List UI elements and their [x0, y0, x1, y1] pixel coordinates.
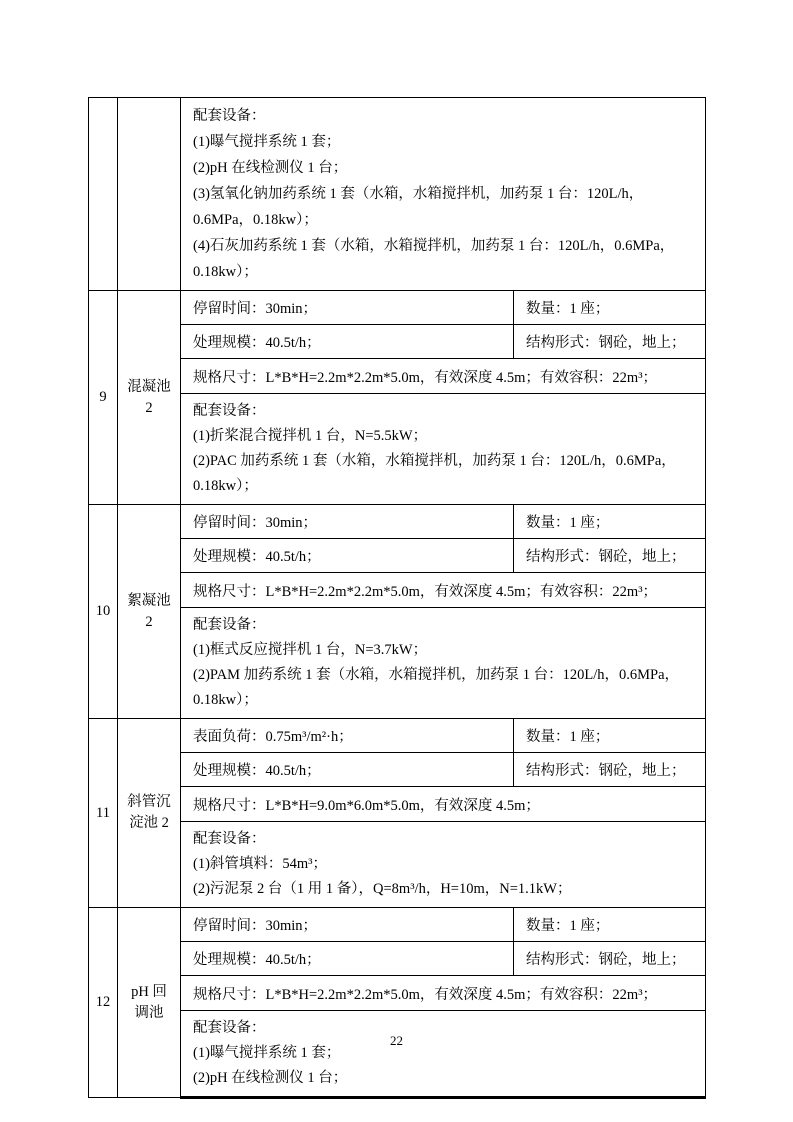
table-row	[89, 787, 706, 822]
table-row	[89, 291, 706, 325]
table-row	[89, 394, 706, 505]
param-cell: 停留时间：30min；	[181, 291, 514, 325]
param-cell: 处理规模：40.5t/h；	[181, 539, 514, 573]
dimensions-cell: 规格尺寸：L*B*H=2.2m*2.2m*5.0m，有效深度 4.5m；有效容积：22m³；	[181, 359, 706, 394]
pool-name-cell: 混凝池 2	[118, 291, 181, 505]
equipment-line: (2)PAM 加药系统 1 套（水箱，水箱搅拌机，加药泵 1 台：120L/h，0.6MPa，0.18kw）；	[193, 667, 680, 708]
dimensions-cell: 规格尺寸：L*B*H=2.2m*2.2m*5.0m，有效深度 4.5m；有效容积：22m³；	[181, 573, 706, 608]
equipment-line: (2)污泥泵 2 台（1 用 1 备），Q=8m³/h，H=10m，N=1.1kW；	[193, 881, 572, 897]
table-row	[89, 908, 706, 942]
table-row	[89, 753, 706, 787]
equipment-spec-table	[88, 97, 706, 1099]
pool-name-cell: pH 回调池	[118, 908, 181, 1098]
param-cell: 表面负荷：0.75m³/m²·h；	[181, 719, 514, 753]
row-number-cell-empty	[89, 98, 118, 291]
table-row	[89, 359, 706, 394]
param-cell: 处理规模：40.5t/h；	[181, 942, 514, 976]
equipment-line: (2)pH 在线检测仪 1 台；	[193, 1070, 348, 1086]
table-row	[89, 822, 706, 908]
dimensions-cell: 规格尺寸：L*B*H=9.0m*6.0m*5.0m，有效深度 4.5m；	[181, 787, 706, 822]
quantity-cell: 数量：1 座；	[514, 908, 706, 942]
equipment-line: 配套设备：	[193, 108, 266, 124]
structure-cell: 结构形式：钢砼，地上；	[514, 325, 706, 359]
structure-cell: 结构形式：钢砼，地上；	[514, 753, 706, 787]
row-number-cell: 11	[89, 719, 118, 908]
equipment-line: (1)折桨混合搅拌机 1 台，N=5.5kW；	[193, 428, 428, 444]
equipment-line: (1)斜管填料：54m³；	[193, 856, 328, 872]
equipment-line: 配套设备：	[193, 1020, 266, 1036]
pool-name-cell: 斜管沉淀池 2	[118, 719, 181, 908]
table-row	[89, 1011, 706, 1098]
equipment-line: (3)氢氧化钠加药系统 1 套（水箱，水箱搅拌机，加药泵 1 台：120L/h，0.6MPa，0.18kw）；	[193, 186, 644, 228]
dimensions-cell: 规格尺寸：L*B*H=2.2m*2.2m*5.0m，有效深度 4.5m；有效容积：22m³；	[181, 976, 706, 1011]
equipment-line: (2)pH 在线检测仪 1 台；	[193, 160, 348, 176]
quantity-cell: 数量：1 座；	[514, 505, 706, 539]
equipment-list-cell	[181, 1011, 706, 1098]
table-row	[89, 505, 706, 539]
equipment-list-cell	[181, 822, 706, 908]
equipment-line: (1)框式反应搅拌机 1 台，N=3.7kW；	[193, 642, 428, 658]
table-row	[89, 573, 706, 608]
equipment-list-cell	[181, 394, 706, 505]
table-row	[89, 976, 706, 1011]
equipment-list-cell	[181, 608, 706, 719]
table-row	[89, 942, 706, 976]
equipment-line: (1)曝气搅拌系统 1 套；	[193, 134, 341, 150]
table-row	[89, 325, 706, 359]
equipment-line: (1)曝气搅拌系统 1 套；	[193, 1045, 341, 1061]
equipment-line: (2)PAC 加药系统 1 套（水箱，水箱搅拌机，加药泵 1 台：120L/h，0.6MPa，0.18kw）；	[193, 453, 676, 494]
quantity-cell: 数量：1 座；	[514, 719, 706, 753]
pool-name-cell-empty	[118, 98, 181, 291]
table-row	[89, 719, 706, 753]
param-cell: 停留时间：30min；	[181, 505, 514, 539]
equipment-line: (4)石灰加药系统 1 套（水箱，水箱搅拌机，加药泵 1 台：120L/h，0.6MPa，0.18kw）；	[193, 238, 675, 280]
table-row	[89, 608, 706, 719]
table-row	[89, 539, 706, 573]
param-cell: 处理规模：40.5t/h；	[181, 325, 514, 359]
row-number-cell: 10	[89, 505, 118, 719]
equipment-line: 配套设备：	[193, 403, 266, 419]
equipment-line: 配套设备：	[193, 831, 266, 847]
equipment-list-cell	[181, 98, 706, 291]
page-number: 22	[390, 1033, 403, 1048]
param-cell: 停留时间：30min；	[181, 908, 514, 942]
structure-cell: 结构形式：钢砼，地上；	[514, 942, 706, 976]
row-number-cell: 12	[89, 908, 118, 1098]
structure-cell: 结构形式：钢砼，地上；	[514, 539, 706, 573]
param-cell: 处理规模：40.5t/h；	[181, 753, 514, 787]
equipment-line: 配套设备：	[193, 617, 266, 633]
pool-name-cell: 絮凝池 2	[118, 505, 181, 719]
quantity-cell: 数量：1 座；	[514, 291, 706, 325]
table-row-continuation	[89, 98, 706, 291]
row-number-cell: 9	[89, 291, 118, 505]
